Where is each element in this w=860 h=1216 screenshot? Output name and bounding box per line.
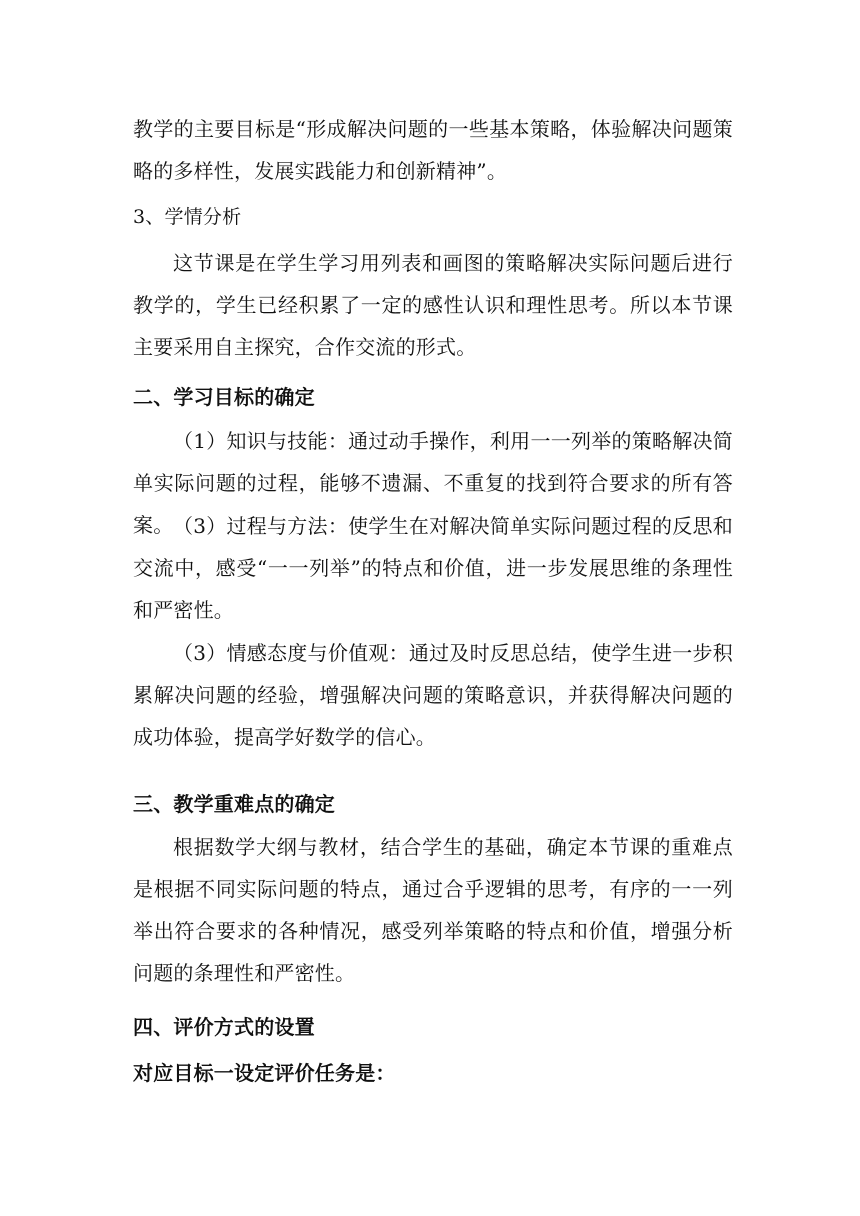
intro-continuation-paragraph: 教学的主要目标是“形成解决问题的一些基本策略，体验解决问题策略的多样性，发展实践能力和创新精神”。 xyxy=(133,117,733,183)
section-3-title: 3、学情分析 xyxy=(133,206,242,228)
subheading-evaluation-goal-1: 对应目标一设定评价任务是： xyxy=(133,1061,396,1085)
heading-learning-goals: 二、学习目标的确定 xyxy=(133,385,315,409)
heading-key-points: 三、教学重难点的确定 xyxy=(133,792,335,816)
goal-knowledge-skills: （1）知识与技能：通过动手操作，利用一一列举的策略解决简单实际问题的过程，能够不遗漏、不重复的找到符合要求的所有答案。 xyxy=(133,429,733,537)
goal-attitudes-values: （3）情感态度与价值观：通过及时反思总结，使学生进一步积累解决问题的经验，增强解决问题的策略意识，并获得解决问题的成功体验，提高学好数学的信心。 xyxy=(133,641,733,749)
key-points-paragraph: 根据数学大纲与教材，结合学生的基础，确定本节课的重难点是根据不同实际问题的特点，通过合乎逻辑的思考，有序的一一列举出符合要求的各种情况，感受列举策略的特点和价值，增强分析问题的条理性和严密性。 xyxy=(133,835,733,985)
learning-situation-paragraph: 这节课是在学生学习用列表和画图的策略解决实际问题后进行教学的，学生已经积累了一定的感性认识和理性思考。所以本节课主要采用自主探究，合作交流的形式。 xyxy=(133,251,733,359)
heading-evaluation-methods: 四、评价方式的设置 xyxy=(133,1015,315,1039)
goal-process-methods: （3）过程与方法：使学生在对解决简单实际问题过程的反思和交流中，感受“一一列举”的特点和价值，进一步发展思维的条理性和严密性。 xyxy=(133,514,733,622)
